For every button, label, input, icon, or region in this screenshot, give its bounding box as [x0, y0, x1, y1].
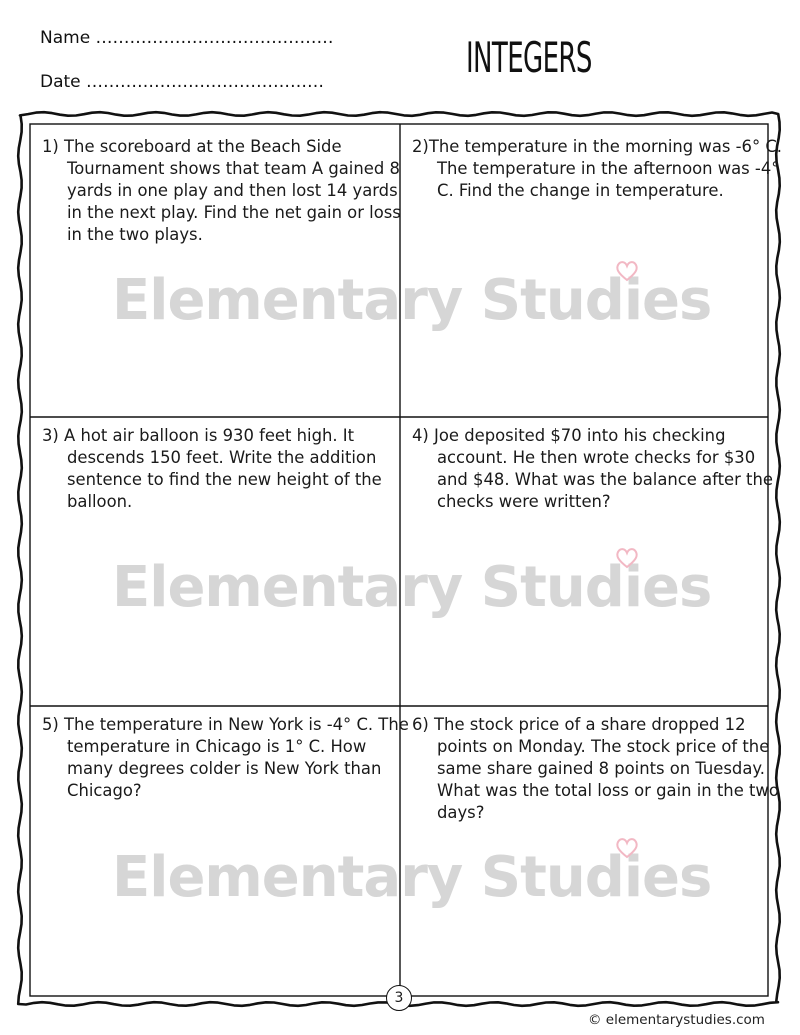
- problem-cell-2[interactable]: [402, 124, 783, 404]
- problem-6: 6) The stock price of a share dropped 12 points on Monday. The stock price of the same share gained 8 points on Tuesday. What was the total loss or gain in the two days?: [412, 715, 779, 822]
- problem-cell-4[interactable]: [402, 413, 773, 693]
- problem-cell-1[interactable]: [32, 124, 401, 404]
- watermark: Elementary Studies: [112, 845, 712, 910]
- problem-cell-3[interactable]: [32, 413, 392, 693]
- problem-cell-5[interactable]: [32, 702, 409, 982]
- page-title: INTEGERS: [466, 33, 592, 82]
- problem-4: 4) Joe deposited $70 into his checking account. He then wrote checks for $30 and $48. What was the balance after the checks were written?: [412, 426, 773, 511]
- problem-cell-6[interactable]: [402, 702, 779, 982]
- date-line[interactable]: Date ……………………………………: [40, 72, 325, 92]
- problem-1: 1) The scoreboard at the Beach Side Tournament shows that team A gained 8 yards in one play and then lost 14 yards in the next play. Find the net gain or loss in the two plays.: [42, 137, 401, 244]
- watermark: Elementary Studies: [112, 555, 712, 620]
- problem-5: 5) The temperature in New York is -4° C. The temperature in Chicago is 1° C. How many degrees colder is New York than Chicago?: [42, 715, 409, 800]
- page-number: 3: [386, 985, 412, 1011]
- problem-2: 2)The temperature in the morning was -6° C. The temperature in the afternoon was -4° C. Find the change in temperature.: [412, 137, 783, 200]
- name-line[interactable]: Name ……………………………………: [40, 28, 334, 48]
- problem-3: 3) A hot air balloon is 930 feet high. It descends 150 feet. Write the addition sentence to find the new height of the balloon.: [42, 426, 382, 511]
- watermark: Elementary Studies: [112, 268, 712, 333]
- footer-credit: © elementarystudies.com: [588, 1012, 765, 1028]
